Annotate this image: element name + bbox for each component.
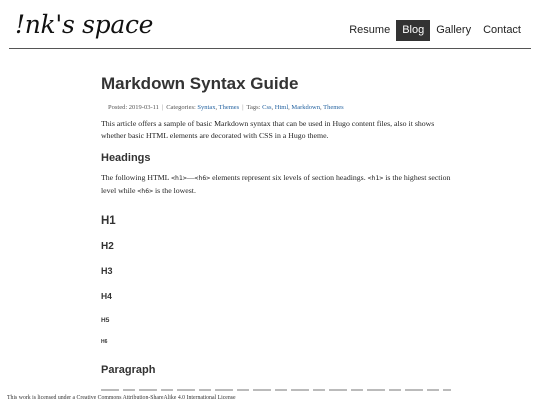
code-h6: <h6>	[194, 174, 211, 182]
site-title[interactable]: !nk's space	[15, 10, 154, 39]
meta-separator: |	[242, 104, 244, 111]
demo-heading-h1: H1	[101, 215, 116, 227]
post-meta: Posted: 2019-03-11 | Categories: Syntax, Themes | Tags: Css, Html, Markdown, Themes	[108, 104, 344, 111]
demo-heading-h3: H3	[101, 266, 113, 276]
post-content	[101, 70, 451, 391]
category-link-themes[interactable]: Themes	[218, 104, 240, 111]
demo-heading-h5: H5	[101, 317, 110, 324]
meta-separator: |	[161, 104, 164, 111]
tag-link-themes[interactable]: Themes	[323, 104, 344, 111]
site-footer	[0, 393, 540, 405]
intro-paragraph: This article offers a sample of basic Markdown syntax that can be used in Hugo content files, also it shows whether basic HTML elements are decorated with CSS in a Hugo theme.	[101, 119, 435, 140]
nav-item-resume[interactable]: Resume	[349, 24, 391, 36]
demo-heading-h4: H4	[101, 291, 112, 301]
code-h1: <h1>	[171, 174, 187, 182]
post-title: Markdown Syntax Guide	[101, 74, 299, 93]
tags-label: Tags:	[246, 104, 261, 111]
section-heading-paragraph: Paragraph	[101, 364, 156, 376]
main-nav	[343, 20, 527, 41]
tag-link-markdown[interactable]: Markdown	[291, 104, 320, 111]
code-h1: <h1>	[367, 174, 384, 182]
clipped-paragraph-text	[101, 386, 451, 391]
nav-item-gallery[interactable]: Gallery	[436, 24, 472, 36]
code-h6: <h6>	[137, 186, 154, 195]
tag-link-html[interactable]: Html	[274, 104, 289, 111]
tag-link-css[interactable]: Css	[262, 104, 272, 111]
site-header	[9, 0, 531, 49]
categories-label: Categories:	[166, 104, 196, 111]
headings-paragraph: The following HTML <h1>—<h6> elements represent six levels of section headings. <h1> is the highest section level while <h6> is the lowest.	[101, 173, 451, 195]
category-link-syntax[interactable]: Syntax	[197, 104, 216, 111]
license-notice[interactable]: This work is licensed under a Creative Commons Attribution-ShareAlike 4.0 International License	[7, 395, 236, 401]
demo-heading-h2: H2	[101, 241, 114, 252]
nav-item-contact[interactable]: Contact	[483, 24, 521, 36]
posted-label: Posted:	[108, 104, 128, 111]
post-date: 2019-03-11	[128, 104, 159, 111]
nav-item-blog[interactable]: Blog	[396, 20, 430, 41]
section-heading-headings: Headings	[101, 152, 151, 164]
demo-heading-h6: H6	[101, 339, 108, 345]
